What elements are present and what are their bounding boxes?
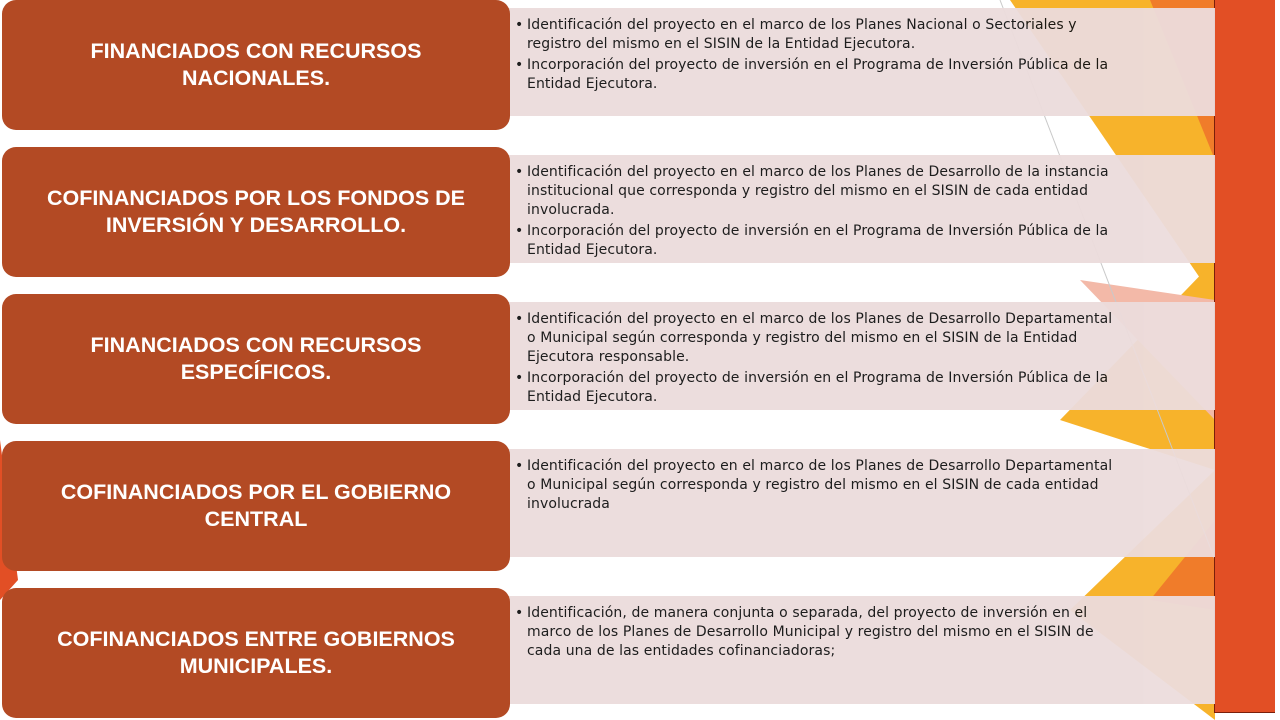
category-label: FINANCIADOS CON RECURSOS NACIONALES.	[90, 39, 422, 90]
category-label-box	[2, 147, 510, 277]
description-panel	[470, 155, 1215, 263]
description-panel	[470, 8, 1215, 116]
category-label-box	[2, 294, 510, 424]
bullet-item: • Identificación del proyecto en el marco de los Planes Nacional o Sectoriales y registro del mismo en el SISIN de la Entidad Ejecutora.	[515, 16, 1215, 54]
category-label: COFINANCIADOS POR LOS FONDOS DE INVERSIÓN Y DESARROLLO.	[46, 186, 466, 237]
bullet-item: • Identificación, de manera conjunta o separada, del proyecto de inversión en el marco de los Planes de Desarrollo Municipal y registro del mismo en el SISIN de cada una de las entidades cofinanciadoras;	[515, 604, 1215, 661]
bullet-list	[470, 155, 1215, 260]
bullet-item: • Identificación del proyecto en el marco de los Planes de Desarrollo Departamental o Municipal según corresponda y registro del mismo en el SISIN de la Entidad Ejecutora responsable.	[515, 310, 1215, 367]
row-recursos-especificos	[0, 294, 1215, 422]
bullet-list	[470, 449, 1215, 514]
row-gobierno-central	[0, 441, 1215, 569]
category-label-box	[2, 441, 510, 571]
accent-side-bar	[1214, 0, 1275, 713]
bullet-item: • Incorporación del proyecto de inversión en el Programa de Inversión Pública de la Entidad Ejecutora.	[515, 222, 1215, 260]
category-label: COFINANCIADOS POR EL GOBIERNO CENTRAL	[60, 480, 452, 531]
category-label-box	[2, 588, 510, 718]
bullet-item: • Identificación del proyecto en el marco de los Planes de Desarrollo de la instancia institucional que corresponda y registro del mismo en el SISIN de cada entidad involucrada.	[515, 163, 1215, 220]
row-fondos-inversion	[0, 147, 1215, 275]
description-panel	[470, 449, 1215, 557]
bullet-item: • Incorporación del proyecto de inversión en el Programa de Inversión Pública de la Entidad Ejecutora.	[515, 56, 1215, 94]
row-recursos-nacionales	[0, 0, 1215, 128]
category-label: FINANCIADOS CON RECURSOS ESPECÍFICOS.	[90, 333, 422, 384]
bullet-item: • Identificación del proyecto en el marco de los Planes de Desarrollo Departamental o Municipal según corresponda y registro del mismo en el SISIN de cada entidad involucrada	[515, 457, 1215, 514]
category-label-box	[2, 0, 510, 130]
bullet-list	[470, 596, 1215, 661]
bullet-list	[470, 302, 1215, 407]
category-label: COFINANCIADOS ENTRE GOBIERNOS MUNICIPALES.	[57, 627, 455, 678]
bullet-list	[470, 8, 1215, 94]
description-panel	[470, 596, 1215, 704]
row-gobiernos-municipales	[0, 588, 1215, 716]
description-panel	[470, 302, 1215, 410]
bullet-item: • Incorporación del proyecto de inversión en el Programa de Inversión Pública de la Entidad Ejecutora.	[515, 369, 1215, 407]
